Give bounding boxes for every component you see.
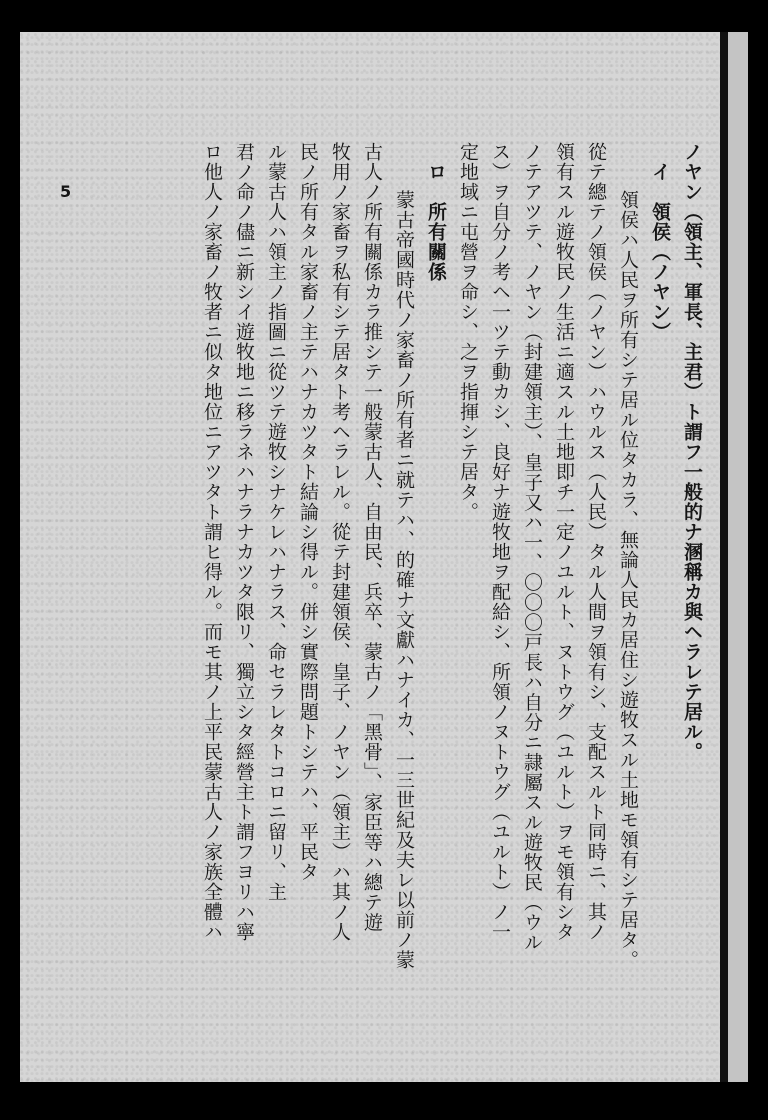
subheading-ro-ownership: ロ 所有關係 bbox=[425, 162, 447, 282]
paragraph-line: 領侯ハ人民ヲ所有シテ居ル位タカラ、無論人民カ居住シ遊牧スル土地モ領有シテ居タ。 bbox=[617, 190, 639, 970]
binding-gutter-line bbox=[720, 32, 728, 1082]
paragraph-line: 古人ノ所有關係カラ推シテ一般蒙古人、自由民、兵卒、蒙古ノ「黑骨」、家臣等ハ總テ遊 bbox=[361, 142, 383, 933]
paragraph-line: 君ノ命ノ儘ニ新シイ遊牧地ニ移ラネハナラナカツタ限リ、獨立シタ經營主ト謂フヨリハ寧 bbox=[233, 142, 255, 942]
subheading-i-lord: イ 領侯（ノヤン） bbox=[649, 162, 671, 342]
paragraph-line: ル蒙古人ハ領主ノ指圖ニ從ツテ遊牧シナケレハナラス、命セラレタトコロニ留リ、主 bbox=[265, 142, 287, 902]
section-heading-noyan: ノヤン（領主、軍長、主君）ト謂フ一般的ナ溷稱カ與ヘラレテ居ル。 bbox=[681, 142, 703, 762]
document-page bbox=[20, 32, 748, 1082]
paragraph-line: ス）ヲ自分ノ考ヘ一ツテ動カシ、良好ナ遊牧地ヲ配給シ、所領ノヌトウグ（ユルト）ノ一 bbox=[489, 142, 511, 942]
paragraph-line: 從テ總テノ領侯（ノヤン）ハウルス（人民）タル人間ヲ領有シ、支配スルト同時ニ、其ノ bbox=[585, 142, 607, 942]
vertical-text-block bbox=[48, 142, 708, 1082]
paragraph-line: 定地域ニ屯營ヲ命シ、之ヲ指揮シテ居タ。 bbox=[457, 142, 479, 522]
paragraph-line: 蒙古帝國時代ノ家畜ノ所有者ニ就テハ、的確ナ文獻ハナイカ、一三世紀及夫レ以前ノ蒙 bbox=[393, 190, 415, 970]
paragraph-line: ロ他人ノ家畜ノ牧者ニ似タ地位ニアツタト謂ヒ得ル。而モ其ノ上平民蒙古人ノ家族全體ハ bbox=[201, 142, 223, 942]
paragraph-line: 牧用ノ家畜ヲ私有シテ居タト考ヘラレル。從テ封建領侯、皇子、ノヤン（領主）ハ其ノ人 bbox=[329, 142, 351, 942]
page-number: 5 bbox=[60, 182, 72, 201]
paragraph-line: 民ノ所有タル家畜ノ主テハナカツタト結論シ得ル。併シ實際問題トシテハ、平民タ bbox=[297, 142, 319, 882]
binding-gutter-shade bbox=[728, 32, 748, 1082]
paragraph-line: ノテアツテ、ノヤン（封建領主）、皇子又ハ一、〇〇〇戸長ハ自分ニ隷屬スル遊牧民（ウル bbox=[521, 142, 543, 953]
paragraph-line: 領有スル遊牧民ノ生活ニ適スル土地即チ一定ノユルト、ヌトウグ（ユルト）ヲモ領有シタ bbox=[553, 142, 575, 942]
